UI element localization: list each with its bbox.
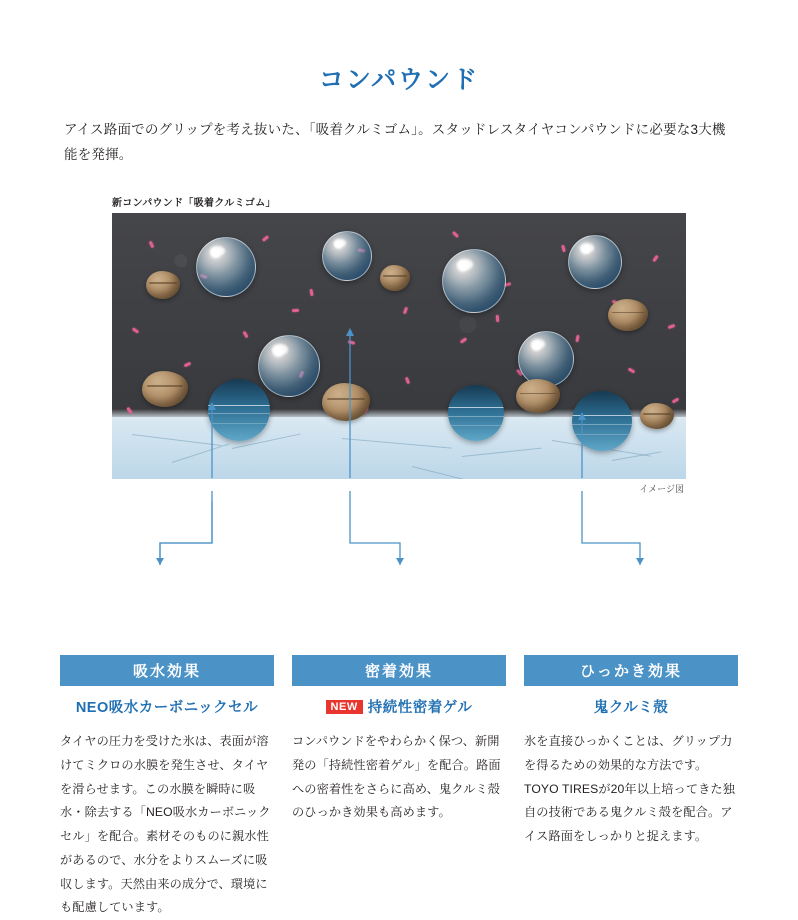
effect-subtitle: 鬼クルミ殻 (593, 699, 669, 716)
carbonic-cell-bubble (568, 235, 622, 289)
lead-paragraph: アイス路面でのグリップを考え抜いた、「吸着クルミゴム」。スタッドレスタイヤコンパウンドに必要な3大機能を発揮。 (64, 122, 726, 162)
figure-caption: 新コンパウンド「吸着クルミゴム」 (112, 197, 276, 209)
water-absorb-cell (208, 379, 270, 441)
carbonic-cell-bubble (322, 231, 372, 281)
new-badge: NEW (326, 700, 363, 714)
effects-columns (56, 655, 742, 920)
water-absorb-cell (448, 385, 504, 441)
carbonic-cell-bubble (442, 249, 506, 313)
effect-heading: ひっかき効果 (524, 655, 738, 686)
content-area (56, 30, 742, 920)
effect-subtitle: 持続性密着ゲル (367, 699, 473, 716)
effect-column-scratching (524, 655, 738, 920)
page-title: コンパウンド (318, 66, 480, 94)
effect-heading: 密着効果 (292, 655, 506, 686)
effect-subtitle: NEO吸水カーボニックセル (75, 699, 259, 716)
carbonic-cell-bubble (518, 331, 574, 387)
effect-body: 氷を直接ひっかくことは、グリップ力を得るための効果的な方法です。TOYO TIRESが20年以上培ってきた独自の技術である鬼クルミ殻を配合。アイス路面をしっかりと捉えます。 (524, 733, 735, 844)
image-note: イメージ図 (639, 483, 684, 494)
carbonic-cell-bubble (196, 237, 256, 297)
effect-body: タイヤの圧力を受けた氷は、表面が溶けてミクロの水膜を発生させ、タイヤを滑らせます。この水膜を瞬時に吸水・除去する「NEO吸水カーボニックセル」を配合。素材そのものに親水性があるので、水分をよりスムーズに吸収します。天然由来の成分で、環境にも配慮しています。 (60, 733, 271, 915)
effect-subtitle-row (292, 696, 506, 717)
compound-illustration (112, 213, 686, 479)
effect-column-water-absorption (60, 655, 274, 920)
effect-heading: 吸水効果 (60, 655, 274, 686)
connector-lines (112, 491, 686, 577)
figure-block (112, 194, 686, 577)
carbonic-cell-bubble (258, 335, 320, 397)
effect-column-adhesion (292, 655, 506, 920)
water-absorb-cell (572, 391, 632, 451)
effect-body: コンパウンドをやわらかく保つ、新開発の「持続性密着ゲル」を配合。路面への密着性をさらに高め、鬼クルミ殻のひっかき効果も高めます。 (292, 733, 501, 820)
